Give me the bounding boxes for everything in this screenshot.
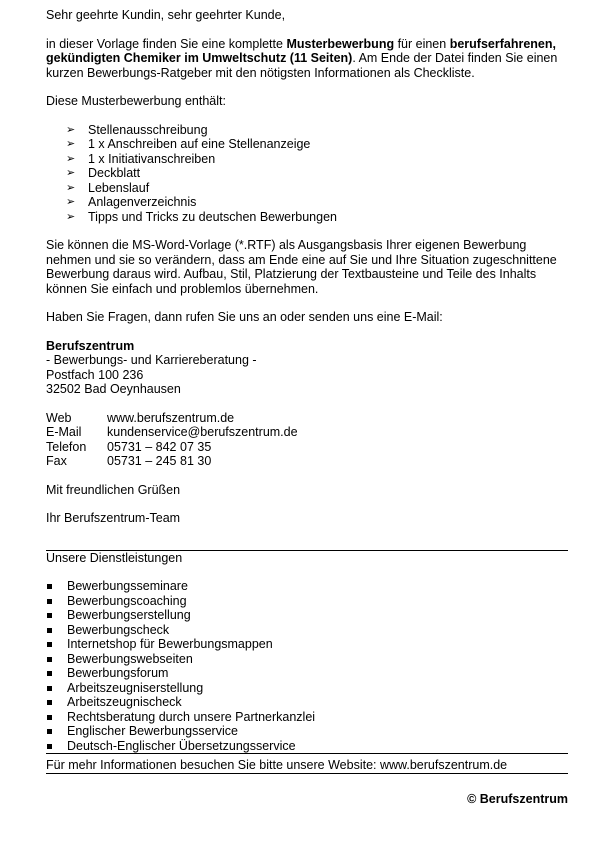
company-postbox: Postfach 100 236 [46,367,144,382]
square-bullet-icon [47,584,52,589]
contact-block [46,411,568,469]
square-bullet-icon [47,599,52,604]
questions-paragraph: Haben Sie Fragen, dann rufen Sie uns an oder senden uns eine E-Mail: [46,310,443,324]
list-item: ➢ Anlagenverzeichnis [66,195,197,209]
square-bullet-icon [47,671,52,676]
intro-bold-2: berufserfahrenen, gekündigten Chemiker im Umweltschutz (11 Seiten) [46,36,556,65]
square-bullet-icon [47,729,52,734]
square-bullet-icon [47,628,52,633]
contact-label: E-Mail [46,425,82,439]
document-page [46,8,568,806]
contact-value-email[interactable]: kundenservice@berufszentrum.de [107,425,298,439]
square-bullet-icon [47,613,52,618]
list-item: Bewerbungserstellung [46,608,568,623]
list-item: Arbeitszeugnischeck [46,695,568,710]
services-heading: Unsere Dienstleistungen [46,550,183,565]
company-tagline: - Bewerbungs- und Karriereberatung - [46,353,257,367]
list-item: Rechtsberatung durch unsere Partnerkanzlei [46,710,568,725]
list-item: ➢ 1 x Anschreiben auf eine Stellenanzeige [66,137,311,151]
closing: Mit freundlichen Grüßen [46,482,181,497]
list-item: Englischer Bewerbungsservice [46,724,568,739]
signature: Ihr Berufszentrum-Team [46,511,181,525]
square-bullet-icon [47,700,52,705]
arrow-bullet-icon: ➢ [66,152,76,165]
list-item: Internetshop für Bewerbungsmappen [46,637,568,652]
intro-text-2: für einen [394,36,450,51]
intro-paragraph [46,37,568,81]
list-item: Bewerbungsforum [46,666,568,681]
list-item: Arbeitszeugniserstellung [46,681,568,696]
list-item: Bewerbungscoaching [46,594,568,609]
list-item: ➢ Stellenausschreibung [66,122,208,137]
contents-list [46,123,568,225]
list-item: Deutsch-Englischer Übersetzungsservice [46,739,568,754]
list-item: ➢ Lebenslauf [66,180,150,195]
contact-row-fax [46,454,568,469]
contact-row-web [46,411,568,426]
square-bullet-icon [47,715,52,720]
square-bullet-icon [47,744,52,749]
list-item: ➢ Tipps und Tricks zu deutschen Bewerbungen [66,209,337,224]
arrow-bullet-icon: ➢ [66,167,76,179]
arrow-bullet-icon: ➢ [66,210,76,223]
copyright: © Berufszentrum [467,791,568,806]
contact-value-fax: 05731 – 245 81 30 [107,454,212,468]
list-item: Bewerbungsseminare [46,579,568,594]
list-item: Bewerbungscheck [46,623,568,638]
square-bullet-icon [47,686,52,691]
contents-heading: Diese Musterbewerbung enthält: [46,94,226,108]
list-item: ➢ 1 x Initiativanschreiben [66,151,216,166]
contact-row-phone [46,440,568,455]
company-address [46,339,568,397]
intro-bold-1: Musterbewerbung [286,36,395,51]
contact-value-phone: 05731 – 842 07 35 [107,439,212,454]
company-name: Berufszentrum [46,338,135,353]
contact-label: Telefon [46,439,87,454]
contact-label: Web [46,410,72,425]
arrow-bullet-icon: ➢ [66,123,76,136]
arrow-bullet-icon: ➢ [66,196,76,208]
contact-row-email [46,425,568,440]
more-info-line: Für mehr Informationen besuchen Sie bitte unsere Website: www.berufszentrum.de [46,758,508,772]
usage-paragraph: Sie können die MS-Word-Vorlage (*.RTF) als Ausgangsbasis Ihrer eigenen Bewerbung nehmen und sie so verändern, dass am Ende eine auf Sie und Ihre Situation zugeschnittene Bewerbung daraus wird. Aufbau, Stil, Platzierung der Textbausteine und Teile des Inhalts können Sie einfach und problemlos übernehmen. [46,238,557,296]
square-bullet-icon [47,657,52,662]
greeting: Sehr geehrte Kundin, sehr geehrter Kunde, [46,8,286,22]
contact-value-web[interactable]: www.berufszentrum.de [107,410,235,425]
intro-text-3: . Am Ende der Datei finden Sie einen kurzen Bewerbungs-Ratgeber mit den nötigsten Informationen als Checkliste. [46,51,558,80]
arrow-bullet-icon: ➢ [66,138,76,150]
contact-label: Fax [46,454,67,468]
services-list [46,579,568,753]
square-bullet-icon [47,642,52,647]
arrow-bullet-icon: ➢ [66,181,76,194]
company-city: 32502 Bad Oeynhausen [46,382,181,396]
list-item: Bewerbungswebseiten [46,652,568,667]
list-item: ➢ Deckblatt [66,166,141,180]
intro-text-1: in dieser Vorlage finden Sie eine komplette [46,36,287,51]
